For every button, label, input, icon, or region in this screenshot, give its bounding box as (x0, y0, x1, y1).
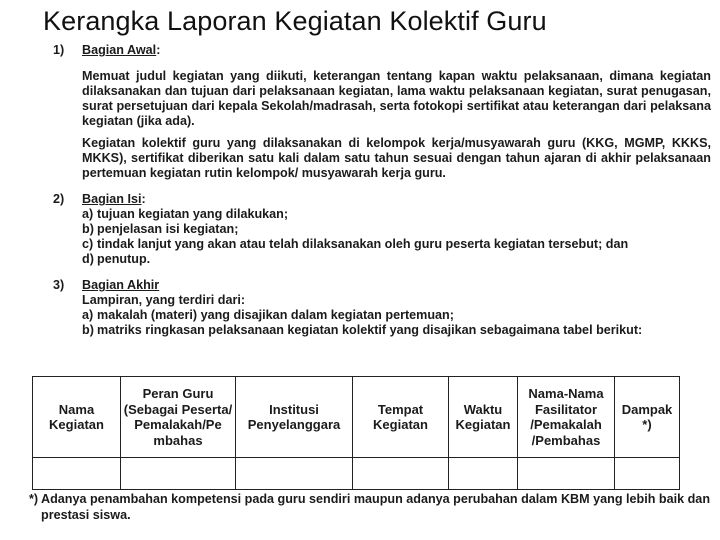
list-item (47, 237, 711, 252)
table-row (33, 458, 680, 490)
section-number: 2) (53, 192, 65, 206)
section-bagian-akhir (47, 278, 711, 338)
column-header-nama-nama: Nama-Nama Fasilitator /Pemakalah /Pembahas (518, 377, 615, 458)
column-header-tempat: Tempat Kegiatan (353, 377, 449, 458)
list-letter: d) (82, 252, 94, 266)
column-header-nama-kegiatan: Nama Kegiatan (33, 377, 121, 458)
list-letter: c) (82, 237, 94, 251)
column-header-peran-guru: Peran Guru (Sebagai Peserta/ Pemalakah/Pe mbahas (121, 377, 236, 458)
footnote (29, 491, 714, 523)
list-item (47, 252, 711, 267)
list-item-text: makalah (materi) yang disajikan dalam kegiatan pertemuan; (97, 308, 454, 322)
table-cell (615, 458, 680, 490)
section-heading-text: Bagian Awal (82, 43, 157, 57)
list-item (47, 323, 711, 338)
report-outline (47, 43, 711, 338)
section-heading (47, 278, 711, 293)
table-cell (353, 458, 449, 490)
section-bagian-isi (47, 192, 711, 267)
paragraph: Memuat judul kegiatan yang diikuti, keterangan tentang kapan waktu pelaksanaan, dimana kegiatan dilaksanakan dan tujuan dari pelaksanaan kegiatan, lama waktu pelaksanaan kegiatan, surat penugasan, surat persetujuan dari kepala Sekolah/madrasah, serta fotokopi sertifikat atau keterangan dari pelaksana kegiatan (jika ada). (82, 69, 711, 128)
page-title: Kerangka Laporan Kegiatan Kolektif Guru (43, 6, 547, 36)
list-item (47, 207, 711, 222)
list-item-text: tindak lanjut yang akan atau telah dilaksanakan oleh guru peserta kegiatan tersebut; dan (97, 237, 629, 251)
list-letter: b) (82, 323, 94, 337)
section-heading-text: Bagian Akhir (82, 278, 160, 292)
table-cell (236, 458, 353, 490)
list-item-text: tujuan kegiatan yang dilakukan; (97, 207, 289, 221)
list-item-text: penutup. (97, 252, 151, 266)
footnote-text: Adanya penambahan kompetensi pada guru sendiri maupun adanya perubahan dalam KBM yang lebih baik dan prestasi siswa. (41, 492, 711, 522)
table-header-row (33, 377, 680, 458)
column-header-institusi: Institusi Penyelanggara (236, 377, 353, 458)
list-item (47, 308, 711, 323)
section-heading-text: Bagian Isi (82, 192, 142, 206)
list-item-text: penjelasan isi kegiatan; (97, 222, 239, 236)
heading-colon: : (141, 192, 146, 206)
column-header-dampak: Dampak *) (615, 377, 680, 458)
table-cell (121, 458, 236, 490)
footnote-marker: *) (29, 492, 39, 506)
table-cell (518, 458, 615, 490)
section-bagian-awal (47, 43, 711, 181)
list-item-text: matriks ringkasan pelaksanaan kegiatan kolektif yang disajikan sebagaimana tabel berikut: (97, 323, 643, 337)
column-header-waktu: Waktu Kegiatan (449, 377, 518, 458)
table-cell (449, 458, 518, 490)
table-cell (33, 458, 121, 490)
paragraph: Kegiatan kolektif guru yang dilaksanakan di kelompok kerja/musyawarah guru (KKG, MGMP, KKKS, MKKS), sertifikat diberikan satu kali dalam satu tahun sesuai dengan tahun ajaran di akhir pelaksanaan pertemuan kegiatan rutin kelompok/ musyawarah kerja guru. (82, 136, 711, 180)
list-letter: a) (82, 207, 94, 221)
list-item (47, 222, 711, 237)
heading-colon: : (156, 43, 161, 57)
list-letter: b) (82, 222, 94, 236)
section-heading (47, 192, 711, 207)
list-letter: a) (82, 308, 94, 322)
summary-matrix-table (32, 376, 680, 490)
section-number: 3) (53, 278, 65, 292)
section-intro: Lampiran, yang terdiri dari: (82, 293, 246, 307)
section-heading (47, 43, 711, 58)
section-number: 1) (53, 43, 65, 57)
